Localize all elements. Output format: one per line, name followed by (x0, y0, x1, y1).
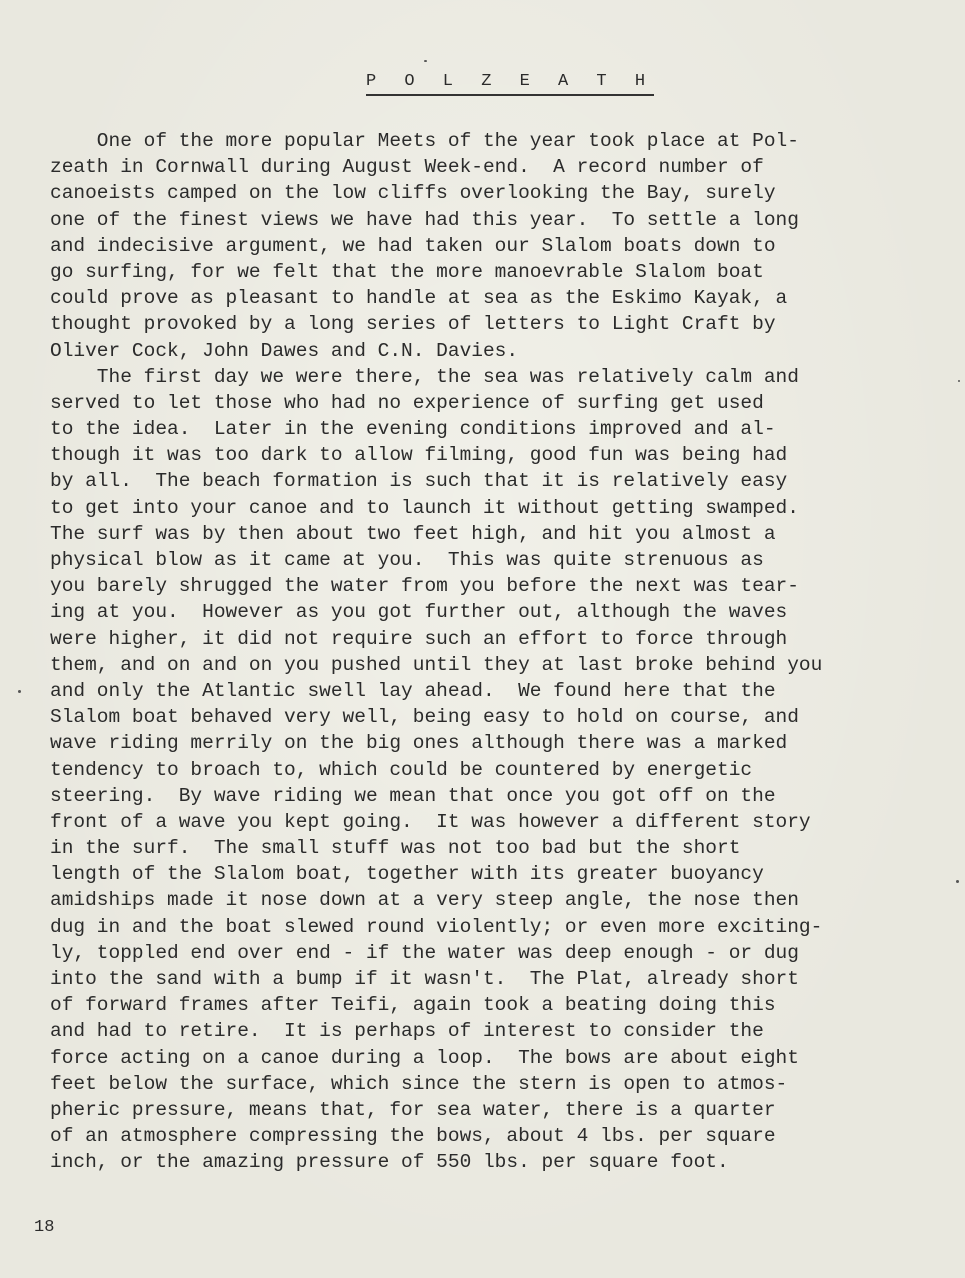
text-line: served to let those who had no experience of surfing get used (50, 391, 764, 414)
text-line: The first day we were there, the sea was relatively calm and (50, 365, 799, 388)
text-line: by all. The beach formation is such that it is relatively easy (50, 470, 788, 493)
text-line: and had to retire. It is perhaps of interest to consider the (50, 1020, 764, 1043)
text-line: go surfing, for we felt that the more manoevrable Slalom boat (50, 260, 764, 283)
text-line: to the idea. Later in the evening conditions improved and al- (50, 418, 776, 441)
text-line: canoeists camped on the low cliffs overlooking the Bay, surely (50, 182, 776, 205)
text-line: wave riding merrily on the big ones although there was a marked (50, 732, 788, 755)
text-line: ly, toppled end over end - if the water was deep enough - or dug (50, 941, 799, 964)
text-line: amidships made it nose down at a very steep angle, the nose then (50, 889, 799, 912)
text-line: One of the more popular Meets of the year took place at Pol- (50, 130, 799, 152)
text-line: force acting on a canoe during a loop. The bows are about eight (50, 1046, 799, 1069)
text-line: Oliver Cock, John Dawes and C.N. Davies. (50, 339, 519, 362)
text-line: and only the Atlantic swell lay ahead. We found here that the (50, 679, 776, 702)
page-title: P O L Z E A T H (366, 72, 654, 96)
text-line: Slalom boat behaved very well, being easy to hold on course, and (50, 706, 799, 729)
text-line: pheric pressure, means that, for sea water, there is a quarter (50, 1098, 776, 1121)
text-line: were higher, it did not require such an effort to force through (50, 627, 788, 650)
text-line: of an atmosphere compressing the bows, about 4 lbs. per square (50, 1125, 776, 1148)
text-line: one of the finest views we have had this year. To settle a long (50, 208, 799, 231)
text-line: steering. By wave riding we mean that once you got off on the (50, 784, 776, 807)
page-number: 18 (34, 1218, 55, 1237)
text-line: though it was too dark to allow filming, good fun was being had (50, 444, 788, 467)
text-line: could prove as pleasant to handle at sea as the Eskimo Kayak, a (50, 287, 788, 310)
text-line: into the sand with a bump if it wasn't. The Plat, already short (50, 968, 799, 990)
text-line: of forward frames after Teifi, again took a beating doing this (50, 994, 776, 1017)
text-line: dug in and the boat slewed round violently; or even more exciting- (50, 915, 823, 938)
print-speck (18, 690, 21, 693)
print-speck (958, 380, 960, 382)
print-speck (424, 60, 427, 62)
text-line: them, and on and on you pushed until they at last broke behind you (50, 653, 823, 676)
text-line: length of the Slalom boat, together with its greater buoyancy (50, 863, 764, 886)
text-line: feet below the surface, which since the stern is open to atmos- (50, 1072, 788, 1095)
text-line: inch, or the amazing pressure of 550 lbs. per square foot. (50, 1151, 729, 1174)
text-line: The surf was by then about two feet high, and hit you almost a (50, 522, 776, 545)
text-line: in the surf. The small stuff was not too bad but the short (50, 837, 741, 860)
text-line: thought provoked by a long series of letters to Light Craft by (50, 313, 776, 336)
text-line: ing at you. However as you got further out, although the waves (50, 601, 788, 624)
article-body (50, 128, 920, 1176)
print-speck (956, 880, 959, 883)
text-line: physical blow as it came at you. This was quite strenuous as (50, 549, 764, 571)
text-line: you barely shrugged the water from you before the next was tear- (50, 575, 799, 598)
text-line: zeath in Cornwall during August Week-end. A record number of (50, 156, 764, 179)
text-line: front of a wave you kept going. It was however a different story (50, 810, 811, 833)
text-line: tendency to broach to, which could be countered by energetic (50, 758, 753, 781)
text-line: and indecisive argument, we had taken our Slalom boats down to (50, 234, 776, 257)
text-line: to get into your canoe and to launch it without getting swamped. (50, 496, 799, 519)
